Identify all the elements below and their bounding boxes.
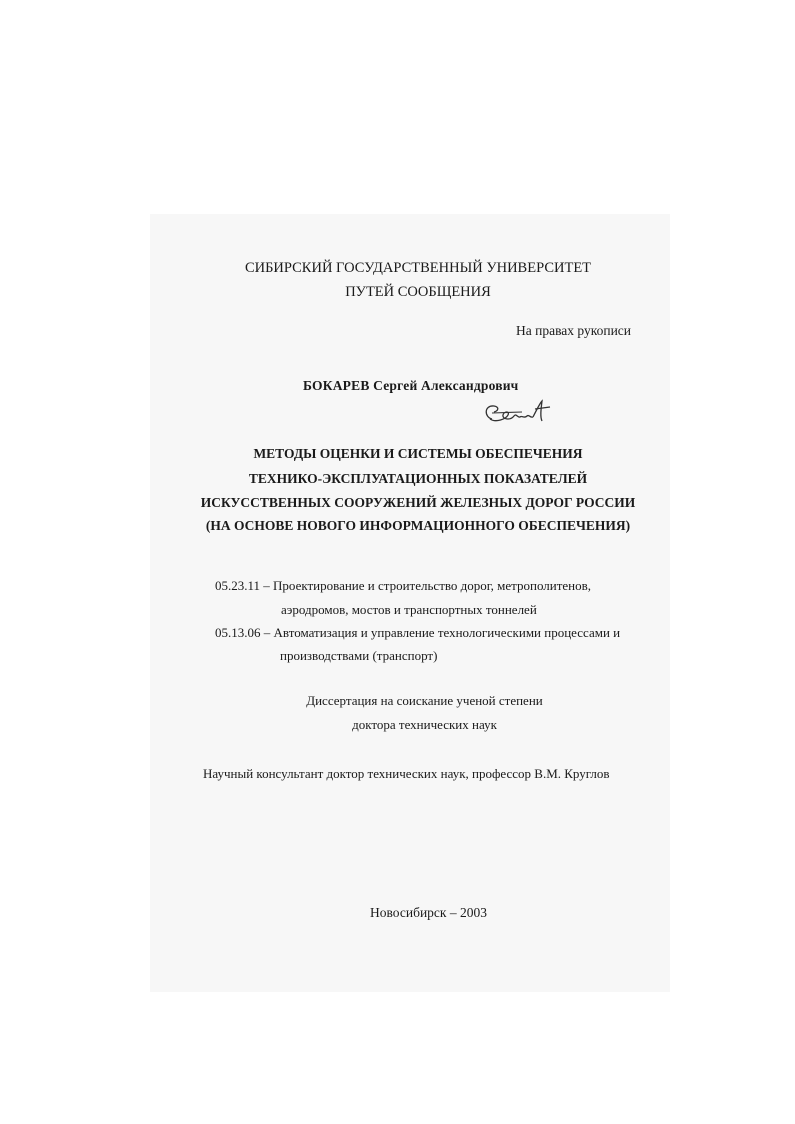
specialty-1-line1: 05.23.11 – Проектирование и строительство дорог, метрополитенов, — [215, 578, 592, 593]
specialty-2-line1: 05.13.06 – Автоматизация и управление технологическими процессами и — [215, 625, 621, 640]
degree-statement-line1: Диссертация на соискание ученой степени — [306, 693, 543, 708]
dissertation-title-line3: ИСКУССТВЕННЫХ СООРУЖЕНИЙ ЖЕЛЕЗНЫХ ДОРОГ РОССИИ — [200, 495, 636, 510]
scientific-consultant: Научный консультант доктор технических наук, профессор В.М. Круглов — [203, 766, 610, 781]
specialty-2-line2: производствами (транспорт) — [280, 648, 438, 663]
university-name-line2: ПУТЕЙ СООБЩЕНИЯ — [345, 284, 491, 300]
specialty-1-line2: аэродромов, мостов и транспортных тоннелей — [281, 602, 537, 617]
manuscript-rights-note: На правах рукописи — [516, 323, 632, 338]
dissertation-title-line2: ТЕХНИКО-ЭКСПЛУАТАЦИОННЫХ ПОКАЗАТЕЛЕЙ — [248, 471, 588, 486]
dissertation-title-line4: (НА ОСНОВЕ НОВОГО ИНФОРМАЦИОННОГО ОБЕСПЕЧЕНИЯ) — [205, 518, 631, 533]
author-name: БОКАРЕВ Сергей Александрович — [303, 378, 519, 393]
degree-statement-line2: доктора технических наук — [352, 717, 497, 732]
university-name-line1: СИБИРСКИЙ ГОСУДАРСТВЕННЫЙ УНИВЕРСИТЕТ — [244, 260, 592, 276]
city-and-year: Новосибирск – 2003 — [370, 905, 487, 920]
dissertation-title-line1: МЕТОДЫ ОЦЕНКИ И СИСТЕМЫ ОБЕСПЕЧЕНИЯ — [253, 446, 583, 461]
handwritten-signature-icon — [478, 397, 558, 433]
